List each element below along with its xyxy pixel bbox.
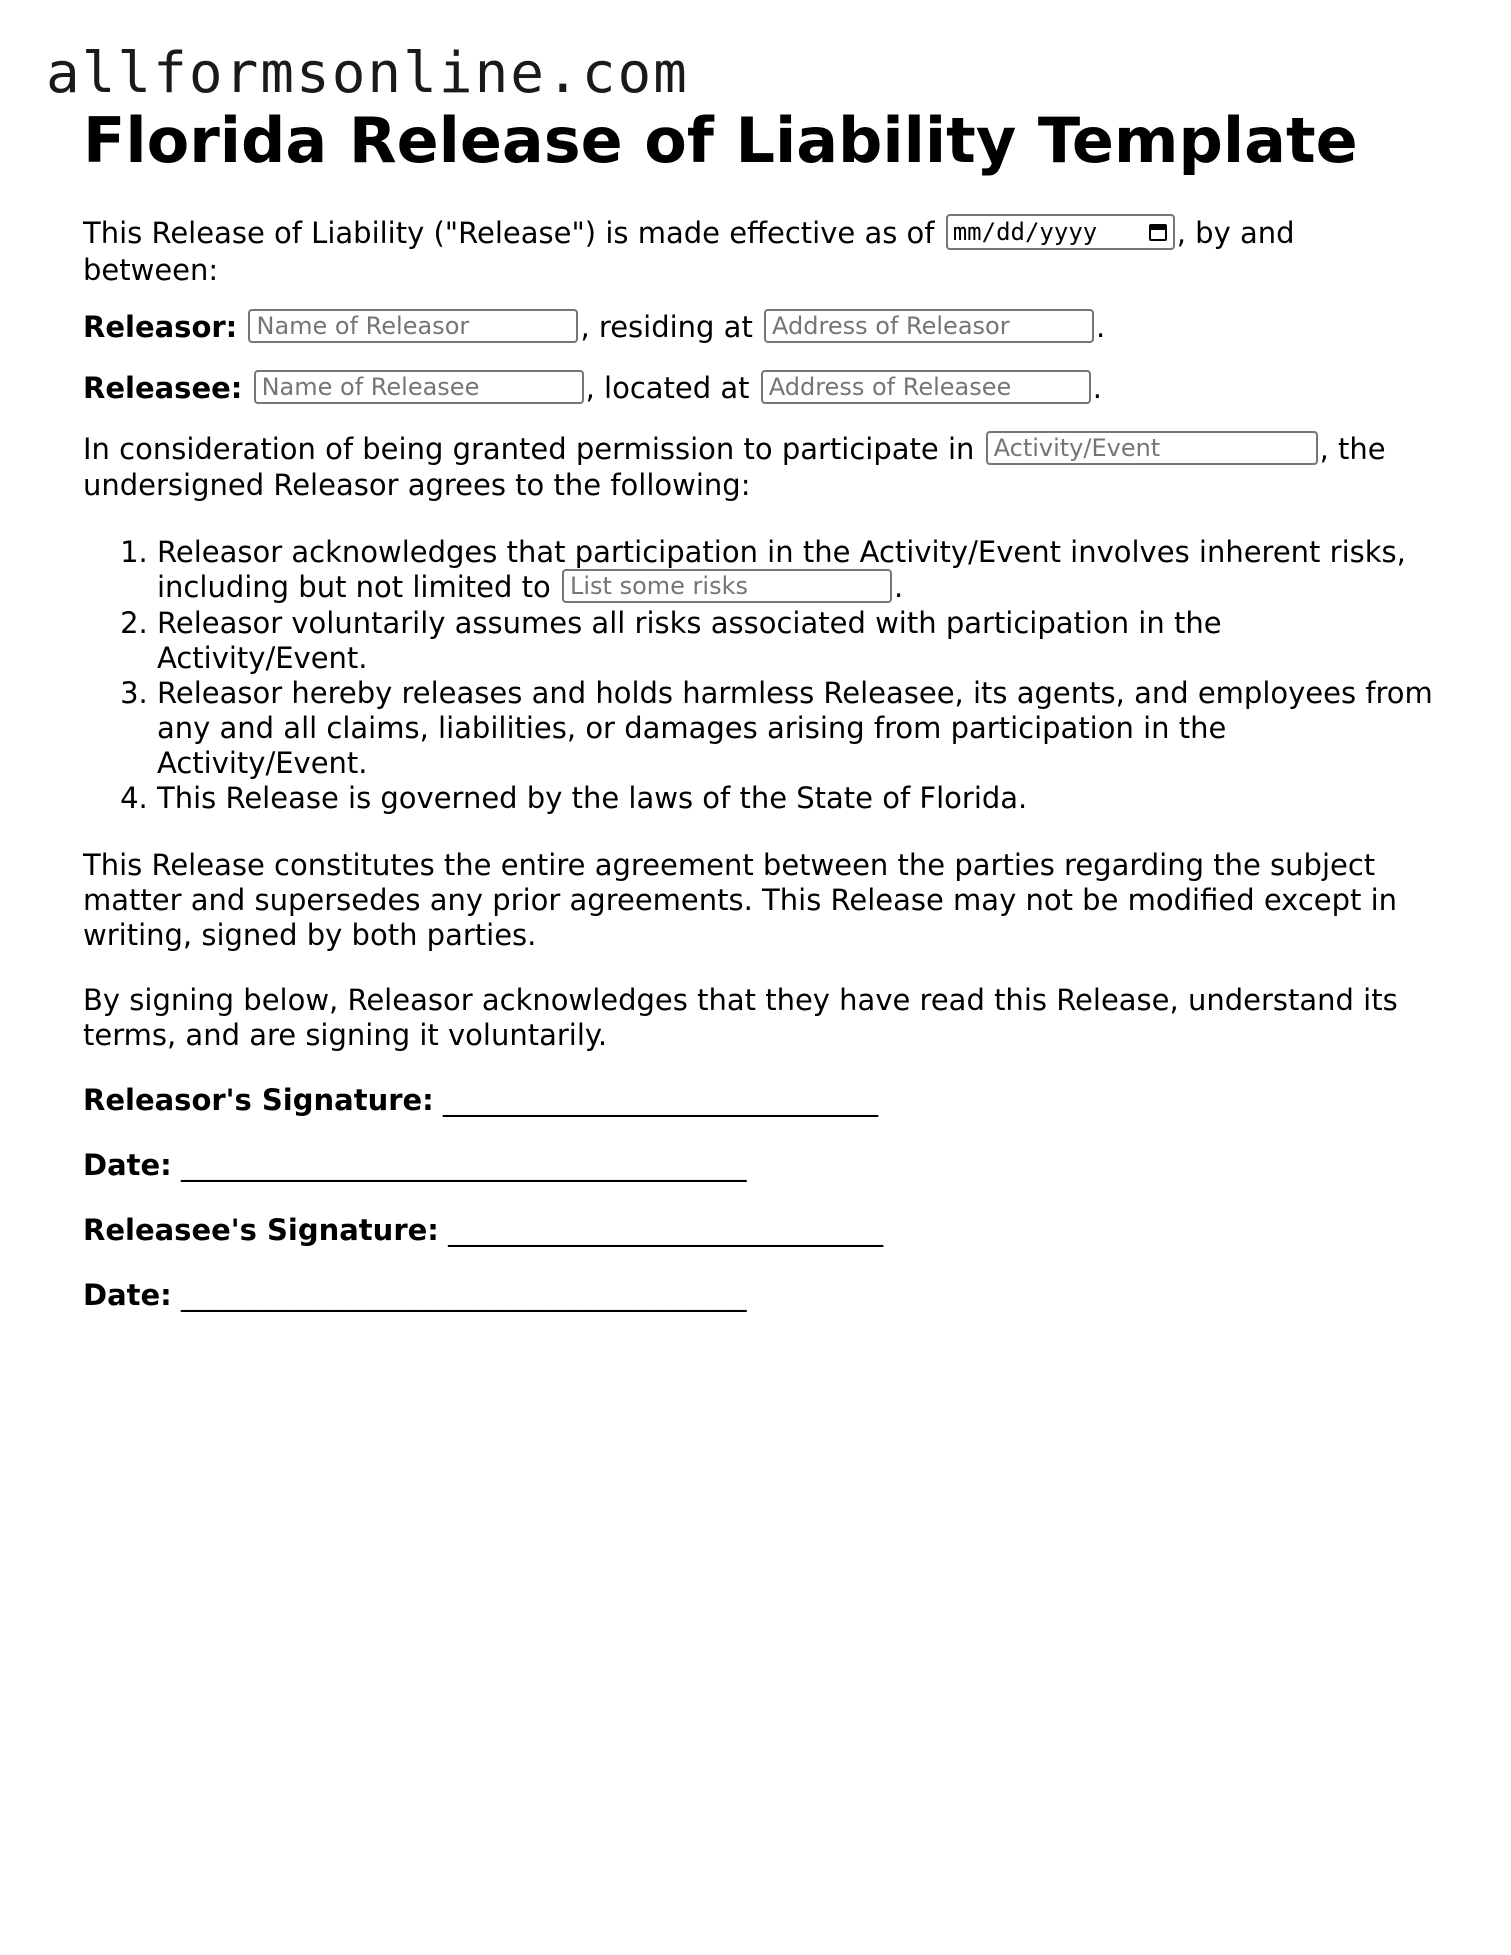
releasee-signature-blank: ______________________________ [448,1213,884,1247]
acknowledgment-paragraph: By signing below, Releasor acknowledges that they have read this Release, understand its terms, and are signing it voluntarily. [83,983,1398,1052]
intro-paragraph [83,216,1433,288]
list-item: 4. This Release is governed by the laws of the State of Florida. [157,781,1433,816]
intro-text-before: This Release of Liability ("Release") is made effective as of [83,216,944,250]
consideration-before: In consideration of being granted permission to participate in [83,432,984,466]
page-title: Florida Release of Liability Template [83,104,1358,177]
terms-list [83,535,1433,816]
date-line-2 [83,1278,1433,1313]
releasee-connector: , located at [585,371,759,405]
releasor-label: Releasor: [83,310,238,344]
calendar-icon[interactable] [1149,224,1167,241]
intro-text-after: , by and between: [83,216,1295,287]
consideration-after: , the undersigned Releasor agrees to the following: [83,432,1386,502]
releasee-name-input[interactable] [254,370,584,404]
releasee-line [83,371,1433,407]
date-label-2: Date: [83,1278,172,1312]
date-line-1 [83,1148,1433,1183]
activity-event-input[interactable] [986,431,1318,465]
releasor-line [83,310,1433,346]
releasee-address-input[interactable] [761,370,1091,404]
releasor-signature-label: Releasor's Signature: [83,1083,434,1117]
list-item: 2. Releasor voluntarily assumes all risks associated with participation in the Activity/Event. [157,606,1433,676]
effective-date-input[interactable] [946,214,1175,250]
term-1-text: Releasor acknowledges that participation in the Activity/Event involves inherent risks, including but not limited to [157,535,1406,604]
entire-agreement-paragraph: This Release constitutes the entire agreement between the parties regarding the subject matter and supersedes any prior agreements. This Release may not be modified except in writing, signed by both parties. [83,848,1398,952]
list-item: 3. Releasor hereby releases and holds harmless Releasee, its agents, and employees from any and all claims, liabilities, or damages arising from participation in the Activity/Event. [157,676,1433,781]
releasee-signature-label: Releasee's Signature: [83,1213,439,1247]
releasor-signature-blank: ______________________________ [443,1083,878,1117]
releasee-label: Releasee: [83,371,243,405]
releasor-signature-line [83,1083,1433,1118]
releasee-signature-line [83,1213,1433,1248]
date-label-1: Date: [83,1148,172,1182]
date-blank-1: _______________________________________ [181,1148,747,1182]
date-blank-2: _______________________________________ [181,1278,747,1312]
releasor-address-input[interactable] [764,309,1094,343]
list-item [157,535,1433,606]
releasor-end: . [1096,310,1106,344]
releasor-connector: , residing at [580,310,763,344]
releasor-name-input[interactable] [248,309,578,343]
watermark-logo: allformsonline.com [46,41,689,106]
risks-input[interactable] [562,569,892,603]
date-placeholder: mm/dd/yyyy [952,218,1098,246]
releasee-end: . [1092,371,1102,405]
term-1-end: . [893,570,904,604]
release-document [83,104,1433,1343]
consideration-paragraph [83,432,1433,503]
